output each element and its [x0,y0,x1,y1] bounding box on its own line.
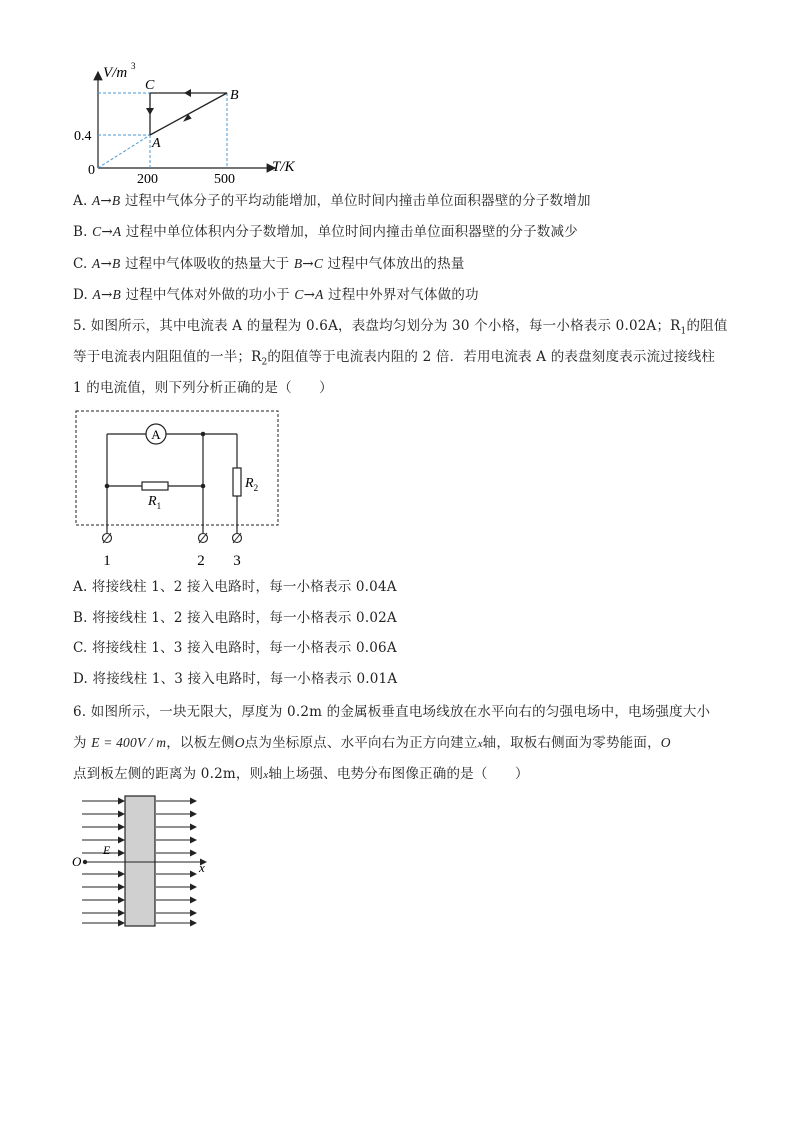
tick-04: 0.4 [74,129,92,144]
q6-stem-line3: 点到板左侧的距离为 0.2m，则x轴上场强、电势分布图像正确的是（ ） [73,766,529,782]
q5-stem-line1: 5. 如图所示，其中电流表 A 的量程为 0.6A，表盘均匀划分为 30 个小格，每一小格表示 0.02A；$R_1$的阻值 [73,318,728,337]
q6-stem-line1: 6. 如图所示，一块无限大，厚度为 0.2m 的金属板垂直电场线放在水平向右的匀强电场中，电场强度大小 [73,704,711,720]
field-plate-figure [70,792,215,932]
tick-0: 0 [88,163,95,178]
terminal-2-label: 2 [197,553,205,569]
q5-option-d: D. 将接线柱 1、3 接入电路时，每一小格表示 0.01A [73,671,398,687]
vt-graph [70,58,295,188]
metal-plate [125,796,155,926]
origin-label: O [72,854,82,869]
q5-option-c: C. 将接线柱 1、3 接入电路时，每一小格表示 0.06A [73,640,397,656]
origin-point [83,860,87,864]
tick-200: 200 [137,172,158,187]
process-ab [150,93,227,135]
q5-stem-line3: 1 的电流值，则下列分析正确的是（ ） [73,380,333,396]
svg-text:R2: $R_2$ [245,476,259,493]
q5-option-a: A. 将接线柱 1、2 接入电路时，每一小格表示 0.04A [73,579,397,595]
svg-text:R1: $R_1$ [148,494,162,511]
q4-option-b: B. C→A 过程中单位体积内分子数增加，单位时间内撞击单位面积器壁的分子数减少 [73,224,578,240]
resistor-r1 [142,482,168,490]
terminal-3-label: 3 [233,553,241,569]
svg-text:A: A [151,427,161,442]
q4-option-c: C. A→B 过程中气体吸收的热量大于 B→C 过程中气体放出的热量 [73,256,465,272]
terminal-1-label: 1 [103,553,111,569]
q4-option-d: D. A→B 过程中气体对外做的功小于 C→A 过程中外界对气体做的功 [73,287,479,303]
svg-text:3: 3 [131,61,136,71]
q5-stem-line2: 等于电流表内阻阻值的一半；$R_2$的阻值等于电流表内阻的 2 倍．若用电流表 A 的表盘刻度表示流过接线柱 [73,349,716,368]
y-axis-label: V/m [103,65,128,81]
point-b-label: B [230,88,239,103]
q6-stem-line2: 为 E = 400V / m，以板左侧O点为坐标原点、水平向右为正方向建立x轴，取板右侧面为零势能面，O [73,735,671,751]
point-a-label: A [152,136,161,151]
circuit-diagram [70,405,290,575]
x-axis-label: x [199,860,205,875]
point-c-label: C [145,78,155,93]
x-axis-label: T/K [272,159,295,175]
resistor-r2 [233,468,241,496]
q4-option-a: A. A→B 过程中气体分子的平均动能增加，单位时间内撞击单位面积器壁的分子数增加 [73,193,591,209]
field-label: E [103,843,111,857]
q5-option-b: B. 将接线柱 1、2 接入电路时，每一小格表示 0.02A [73,610,397,626]
tick-500: 500 [214,172,235,187]
